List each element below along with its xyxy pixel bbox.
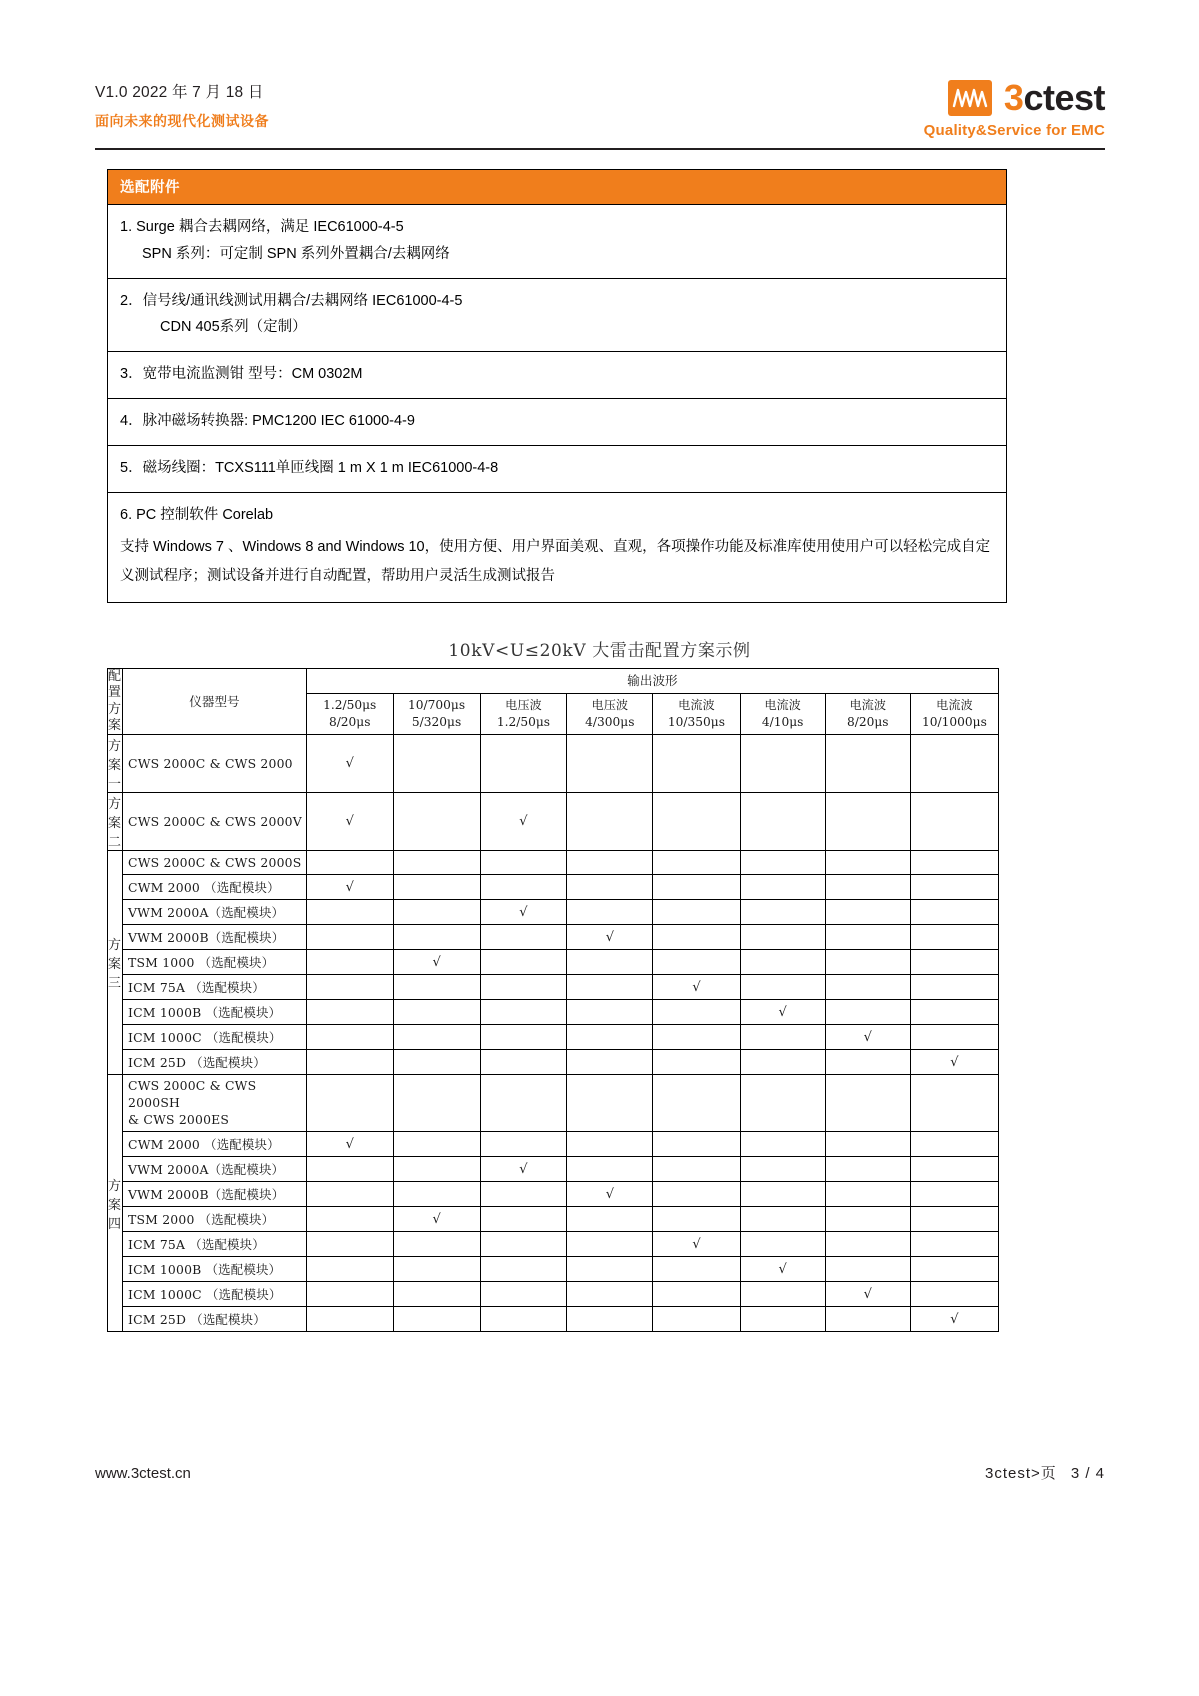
- empty-cell: [306, 1050, 393, 1075]
- waveform-bottom: 8/20μs: [328, 715, 371, 730]
- empty-cell: [306, 1282, 393, 1307]
- plan-cell: 方案三: [108, 851, 123, 1075]
- check-cell: √: [910, 1050, 998, 1075]
- accessory-item: [108, 352, 1006, 399]
- empty-cell: [825, 1307, 910, 1332]
- empty-cell: [825, 900, 910, 925]
- waveform-bottom: 4/10μs: [761, 715, 804, 730]
- check-cell: √: [306, 1132, 393, 1157]
- empty-cell: [910, 1000, 998, 1025]
- empty-cell: [653, 793, 740, 851]
- empty-cell: [567, 735, 653, 793]
- model-cell: ICM 1000B （选配模块）: [123, 1000, 307, 1025]
- page-footer: [95, 1462, 1105, 1483]
- empty-cell: [910, 1282, 998, 1307]
- check-cell: √: [825, 1025, 910, 1050]
- header-right: [923, 77, 1105, 139]
- configuration-table: [107, 668, 999, 1332]
- check-cell: √: [480, 900, 567, 925]
- model-cell: TSM 1000 （选配模块）: [123, 950, 307, 975]
- company-logo: [924, 77, 1105, 118]
- empty-cell: [910, 1207, 998, 1232]
- empty-cell: [825, 851, 910, 875]
- model-cell: [123, 1075, 307, 1132]
- logo-word: ctest: [1023, 77, 1105, 118]
- empty-cell: [567, 851, 653, 875]
- accessory-subline: SPN 系列：可定制 SPN 系列外置耦合/去耦网络: [142, 245, 450, 262]
- empty-cell: [480, 1307, 567, 1332]
- empty-cell: [306, 1307, 393, 1332]
- optional-accessories-box: [107, 169, 1007, 603]
- header-left: [95, 80, 269, 131]
- table-row: [108, 1157, 999, 1182]
- table-row: [108, 1257, 999, 1282]
- empty-cell: [393, 1282, 480, 1307]
- empty-cell: [910, 925, 998, 950]
- empty-cell: [653, 1307, 740, 1332]
- empty-cell: [825, 735, 910, 793]
- empty-cell: [480, 975, 567, 1000]
- table-row: [108, 1025, 999, 1050]
- model-cell: VWM 2000B（选配模块）: [123, 1182, 307, 1207]
- waveform-top: 电流波: [849, 698, 887, 712]
- empty-cell: [740, 925, 825, 950]
- empty-cell: [740, 950, 825, 975]
- check-cell: √: [306, 793, 393, 851]
- check-cell: √: [910, 1307, 998, 1332]
- empty-cell: [825, 1075, 910, 1132]
- table-header-row: [108, 669, 999, 694]
- empty-cell: [480, 1132, 567, 1157]
- empty-cell: [567, 1157, 653, 1182]
- header-waveform-7: [825, 694, 910, 735]
- empty-cell: [567, 1232, 653, 1257]
- model-cell: TSM 2000 （选配模块）: [123, 1207, 307, 1232]
- check-cell: √: [567, 1182, 653, 1207]
- empty-cell: [910, 735, 998, 793]
- empty-cell: [393, 1075, 480, 1132]
- model-line: & CWS 2000ES: [128, 1111, 230, 1127]
- header-plan: 配置方案: [108, 669, 123, 733]
- model-cell: CWM 2000 （选配模块）: [123, 875, 307, 900]
- empty-cell: [825, 875, 910, 900]
- empty-cell: [653, 1182, 740, 1207]
- header-waveform-6: [740, 694, 825, 735]
- empty-cell: [910, 1075, 998, 1132]
- empty-cell: [653, 875, 740, 900]
- empty-cell: [393, 975, 480, 1000]
- empty-cell: [740, 851, 825, 875]
- empty-cell: [306, 851, 393, 875]
- check-cell: √: [740, 1000, 825, 1025]
- empty-cell: [306, 950, 393, 975]
- empty-cell: [653, 1025, 740, 1050]
- empty-cell: [567, 900, 653, 925]
- empty-cell: [567, 1307, 653, 1332]
- accessory-item: [108, 279, 1006, 353]
- empty-cell: [393, 1232, 480, 1257]
- empty-cell: [393, 875, 480, 900]
- empty-cell: [567, 875, 653, 900]
- check-cell: √: [393, 950, 480, 975]
- empty-cell: [653, 1050, 740, 1075]
- model-cell: VWM 2000A（选配模块）: [123, 900, 307, 925]
- empty-cell: [653, 925, 740, 950]
- waveform-bottom: 8/20μs: [847, 715, 889, 730]
- footer-brand: 3ctest>页: [985, 1465, 1057, 1482]
- empty-cell: [653, 735, 740, 793]
- empty-cell: [480, 925, 567, 950]
- empty-cell: [393, 1182, 480, 1207]
- empty-cell: [480, 1182, 567, 1207]
- empty-cell: [393, 1000, 480, 1025]
- empty-cell: [306, 1182, 393, 1207]
- empty-cell: [480, 1000, 567, 1025]
- empty-cell: [825, 975, 910, 1000]
- header-waveform-group: 输出波形: [306, 669, 998, 694]
- accessory-line: 5．磁场线圈：TCXS111单匝线圈 1 m X 1 m IEC61000-4-8: [120, 459, 499, 476]
- company-slogan: 面向未来的现代化测试设备: [95, 113, 269, 129]
- table-row: [108, 1232, 999, 1257]
- table-row: [108, 1182, 999, 1207]
- model-cell: ICM 1000C （选配模块）: [123, 1025, 307, 1050]
- empty-cell: [910, 1257, 998, 1282]
- empty-cell: [910, 875, 998, 900]
- accessory-item: [108, 205, 1006, 279]
- empty-cell: [567, 1257, 653, 1282]
- empty-cell: [740, 1157, 825, 1182]
- empty-cell: [740, 1050, 825, 1075]
- model-cell: CWS 2000C & CWS 2000S: [123, 851, 307, 875]
- check-cell: √: [306, 875, 393, 900]
- empty-cell: [393, 735, 480, 793]
- page-header: [95, 77, 1105, 148]
- waveform-bottom: 5/320μs: [411, 715, 462, 730]
- model-cell: CWS 2000C & CWS 2000: [123, 735, 307, 793]
- empty-cell: [653, 950, 740, 975]
- empty-cell: [306, 975, 393, 1000]
- empty-cell: [740, 875, 825, 900]
- table-row: [108, 900, 999, 925]
- empty-cell: [653, 1157, 740, 1182]
- model-cell: ICM 1000B （选配模块）: [123, 1257, 307, 1282]
- empty-cell: [480, 1257, 567, 1282]
- waveform-top: 电流波: [678, 698, 715, 712]
- empty-cell: [653, 900, 740, 925]
- empty-cell: [740, 975, 825, 1000]
- empty-cell: [825, 950, 910, 975]
- check-cell: √: [653, 975, 740, 1000]
- empty-cell: [567, 1075, 653, 1132]
- waveform-top: 电流波: [936, 698, 973, 712]
- check-cell: √: [306, 735, 393, 793]
- empty-cell: [740, 1307, 825, 1332]
- logo-tagline: Quality&Service for EMC: [923, 122, 1105, 139]
- empty-cell: [567, 1000, 653, 1025]
- empty-cell: [306, 1207, 393, 1232]
- empty-cell: [480, 1025, 567, 1050]
- model-cell: CWS 2000C & CWS 2000V: [123, 793, 307, 851]
- empty-cell: [653, 1000, 740, 1025]
- model-cell: CWM 2000 （选配模块）: [123, 1132, 307, 1157]
- empty-cell: [740, 1075, 825, 1132]
- page-number: 3 / 4: [1070, 1465, 1105, 1482]
- empty-cell: [740, 1132, 825, 1157]
- empty-cell: [740, 1282, 825, 1307]
- empty-cell: [306, 1075, 393, 1132]
- empty-cell: [393, 1050, 480, 1075]
- empty-cell: [567, 1207, 653, 1232]
- empty-cell: [653, 1075, 740, 1132]
- waveform-top: 电压波: [505, 698, 542, 712]
- waveform-top: 1.2/50μs: [323, 698, 377, 712]
- empty-cell: [653, 1207, 740, 1232]
- table-row: [108, 1050, 999, 1075]
- check-cell: √: [567, 925, 653, 950]
- empty-cell: [393, 793, 480, 851]
- empty-cell: [393, 1025, 480, 1050]
- accessory-description: 支持 Windows 7 、Windows 8 and Windows 10，使用方便、用户界面美观、直观，各项操作功能及标准库使用使用户可以轻松完成自定义测试程序；测试设备并进行自动配置，帮助用户灵活生成测试报告: [120, 538, 991, 585]
- empty-cell: [567, 1050, 653, 1075]
- table-row: [108, 1207, 999, 1232]
- empty-cell: [306, 1157, 393, 1182]
- accessory-line: 2．信号线/通讯线测试用耦合/去耦网络 IEC61000-4-5: [120, 292, 463, 309]
- empty-cell: [480, 735, 567, 793]
- logo-wordmark: [1003, 77, 1105, 118]
- empty-cell: [306, 900, 393, 925]
- model-cell: ICM 25D （选配模块）: [123, 1307, 307, 1332]
- header-model: 仪器型号: [123, 669, 307, 735]
- empty-cell: [480, 875, 567, 900]
- empty-cell: [740, 900, 825, 925]
- empty-cell: [653, 1257, 740, 1282]
- optional-accessories-title: 选配附件: [108, 170, 1006, 205]
- empty-cell: [480, 1232, 567, 1257]
- accessory-line: 1. Surge 耦合去耦网络，满足 IEC61000-4-5: [120, 219, 404, 235]
- empty-cell: [910, 851, 998, 875]
- model-cell: ICM 75A （选配模块）: [123, 1232, 307, 1257]
- empty-cell: [567, 793, 653, 851]
- accessory-item: [108, 446, 1006, 493]
- empty-cell: [825, 1257, 910, 1282]
- waveform-top: 电流波: [764, 698, 801, 712]
- empty-cell: [910, 1182, 998, 1207]
- empty-cell: [567, 1282, 653, 1307]
- table-row: [108, 1000, 999, 1025]
- header-waveform-1: [306, 694, 393, 735]
- header-waveform-4: [567, 694, 653, 735]
- empty-cell: [825, 1182, 910, 1207]
- waveform-bottom: 4/300μs: [585, 715, 635, 730]
- empty-cell: [480, 950, 567, 975]
- model-cell: ICM 75A （选配模块）: [123, 975, 307, 1000]
- accessory-line: 4．脉冲磁场转换器: PMC1200 IEC 61000-4-9: [120, 413, 415, 430]
- empty-cell: [910, 1157, 998, 1182]
- accessory-subline: CDN 405系列（定制）: [160, 319, 307, 336]
- empty-cell: [393, 925, 480, 950]
- check-cell: √: [740, 1257, 825, 1282]
- empty-cell: [910, 793, 998, 851]
- table-row: [108, 1075, 999, 1132]
- empty-cell: [480, 851, 567, 875]
- accessory-line: 6. PC 控制软件 Corelab: [120, 506, 274, 523]
- model-cell: VWM 2000B（选配模块）: [123, 925, 307, 950]
- table-row: [108, 793, 999, 851]
- empty-cell: [306, 1025, 393, 1050]
- empty-cell: [567, 975, 653, 1000]
- empty-cell: [740, 1232, 825, 1257]
- waveform-top: 10/700μs: [408, 698, 466, 712]
- empty-cell: [480, 1050, 567, 1075]
- model-cell: VWM 2000A（选配模块）: [123, 1157, 307, 1182]
- table-row: [108, 1132, 999, 1157]
- empty-cell: [480, 1282, 567, 1307]
- table-row: [108, 851, 999, 875]
- empty-cell: [306, 925, 393, 950]
- empty-cell: [567, 1025, 653, 1050]
- accessory-item: [108, 399, 1006, 446]
- empty-cell: [480, 1075, 567, 1132]
- check-cell: √: [825, 1282, 910, 1307]
- empty-cell: [393, 1257, 480, 1282]
- check-cell: √: [393, 1207, 480, 1232]
- empty-cell: [910, 900, 998, 925]
- empty-cell: [910, 1132, 998, 1157]
- empty-cell: [825, 1157, 910, 1182]
- empty-cell: [653, 851, 740, 875]
- logo-wave-icon: [948, 80, 992, 116]
- empty-cell: [910, 975, 998, 1000]
- check-cell: √: [480, 1157, 567, 1182]
- empty-cell: [393, 851, 480, 875]
- empty-cell: [480, 1207, 567, 1232]
- header-waveform-3: [480, 694, 567, 735]
- empty-cell: [740, 1182, 825, 1207]
- document-version-date: V1.0 2022 年 7 月 18 日: [95, 84, 264, 101]
- waveform-bottom: 1.2/50μs: [496, 715, 551, 730]
- empty-cell: [567, 1132, 653, 1157]
- model-cell: ICM 1000C （选配模块）: [123, 1282, 307, 1307]
- empty-cell: [567, 950, 653, 975]
- table-row: [108, 875, 999, 900]
- model-cell: ICM 25D （选配模块）: [123, 1050, 307, 1075]
- header-waveform-5: [653, 694, 740, 735]
- table-row: [108, 1282, 999, 1307]
- empty-cell: [393, 900, 480, 925]
- empty-cell: [825, 1132, 910, 1157]
- empty-cell: [740, 735, 825, 793]
- empty-cell: [393, 1307, 480, 1332]
- empty-cell: [653, 1282, 740, 1307]
- table-row: [108, 735, 999, 793]
- empty-cell: [740, 1025, 825, 1050]
- empty-cell: [306, 1257, 393, 1282]
- empty-cell: [910, 1025, 998, 1050]
- accessory-line: 3．宽带电流监测钳 型号：CM 0302M: [120, 366, 363, 383]
- header-waveform-8: [910, 694, 998, 735]
- logo-number: 3: [1003, 77, 1024, 118]
- footer-page-info: [985, 1462, 1105, 1483]
- table-row: [108, 950, 999, 975]
- empty-cell: [825, 1000, 910, 1025]
- empty-cell: [825, 1050, 910, 1075]
- waveform-top: 电压波: [591, 698, 629, 712]
- empty-cell: [306, 1000, 393, 1025]
- header-waveform-2: [393, 694, 480, 735]
- waveform-bottom: 10/1000μs: [922, 715, 987, 730]
- plan-cell: 方案四: [108, 1075, 123, 1332]
- empty-cell: [393, 1132, 480, 1157]
- empty-cell: [825, 925, 910, 950]
- footer-website[interactable]: www.3ctest.cn: [95, 1465, 191, 1482]
- check-cell: √: [653, 1232, 740, 1257]
- table-row: [108, 975, 999, 1000]
- table-row: [108, 1307, 999, 1332]
- model-line: CWS 2000C & CWS 2000SH: [128, 1078, 257, 1110]
- empty-cell: [825, 1232, 910, 1257]
- plan-cell: 方案二: [108, 793, 123, 851]
- accessory-item: [108, 493, 1006, 602]
- waveform-bottom: 10/350μs: [667, 715, 725, 730]
- empty-cell: [740, 793, 825, 851]
- empty-cell: [910, 950, 998, 975]
- configuration-table-caption: 10kV<U≤20kV 大雷击配置方案示例: [448, 641, 751, 661]
- empty-cell: [393, 1157, 480, 1182]
- table-row: [108, 925, 999, 950]
- empty-cell: [740, 1207, 825, 1232]
- empty-cell: [653, 1132, 740, 1157]
- header-divider: [95, 148, 1105, 150]
- check-cell: √: [480, 793, 567, 851]
- empty-cell: [825, 1207, 910, 1232]
- plan-cell: 方案一: [108, 735, 123, 793]
- empty-cell: [306, 1232, 393, 1257]
- empty-cell: [910, 1232, 998, 1257]
- empty-cell: [825, 793, 910, 851]
